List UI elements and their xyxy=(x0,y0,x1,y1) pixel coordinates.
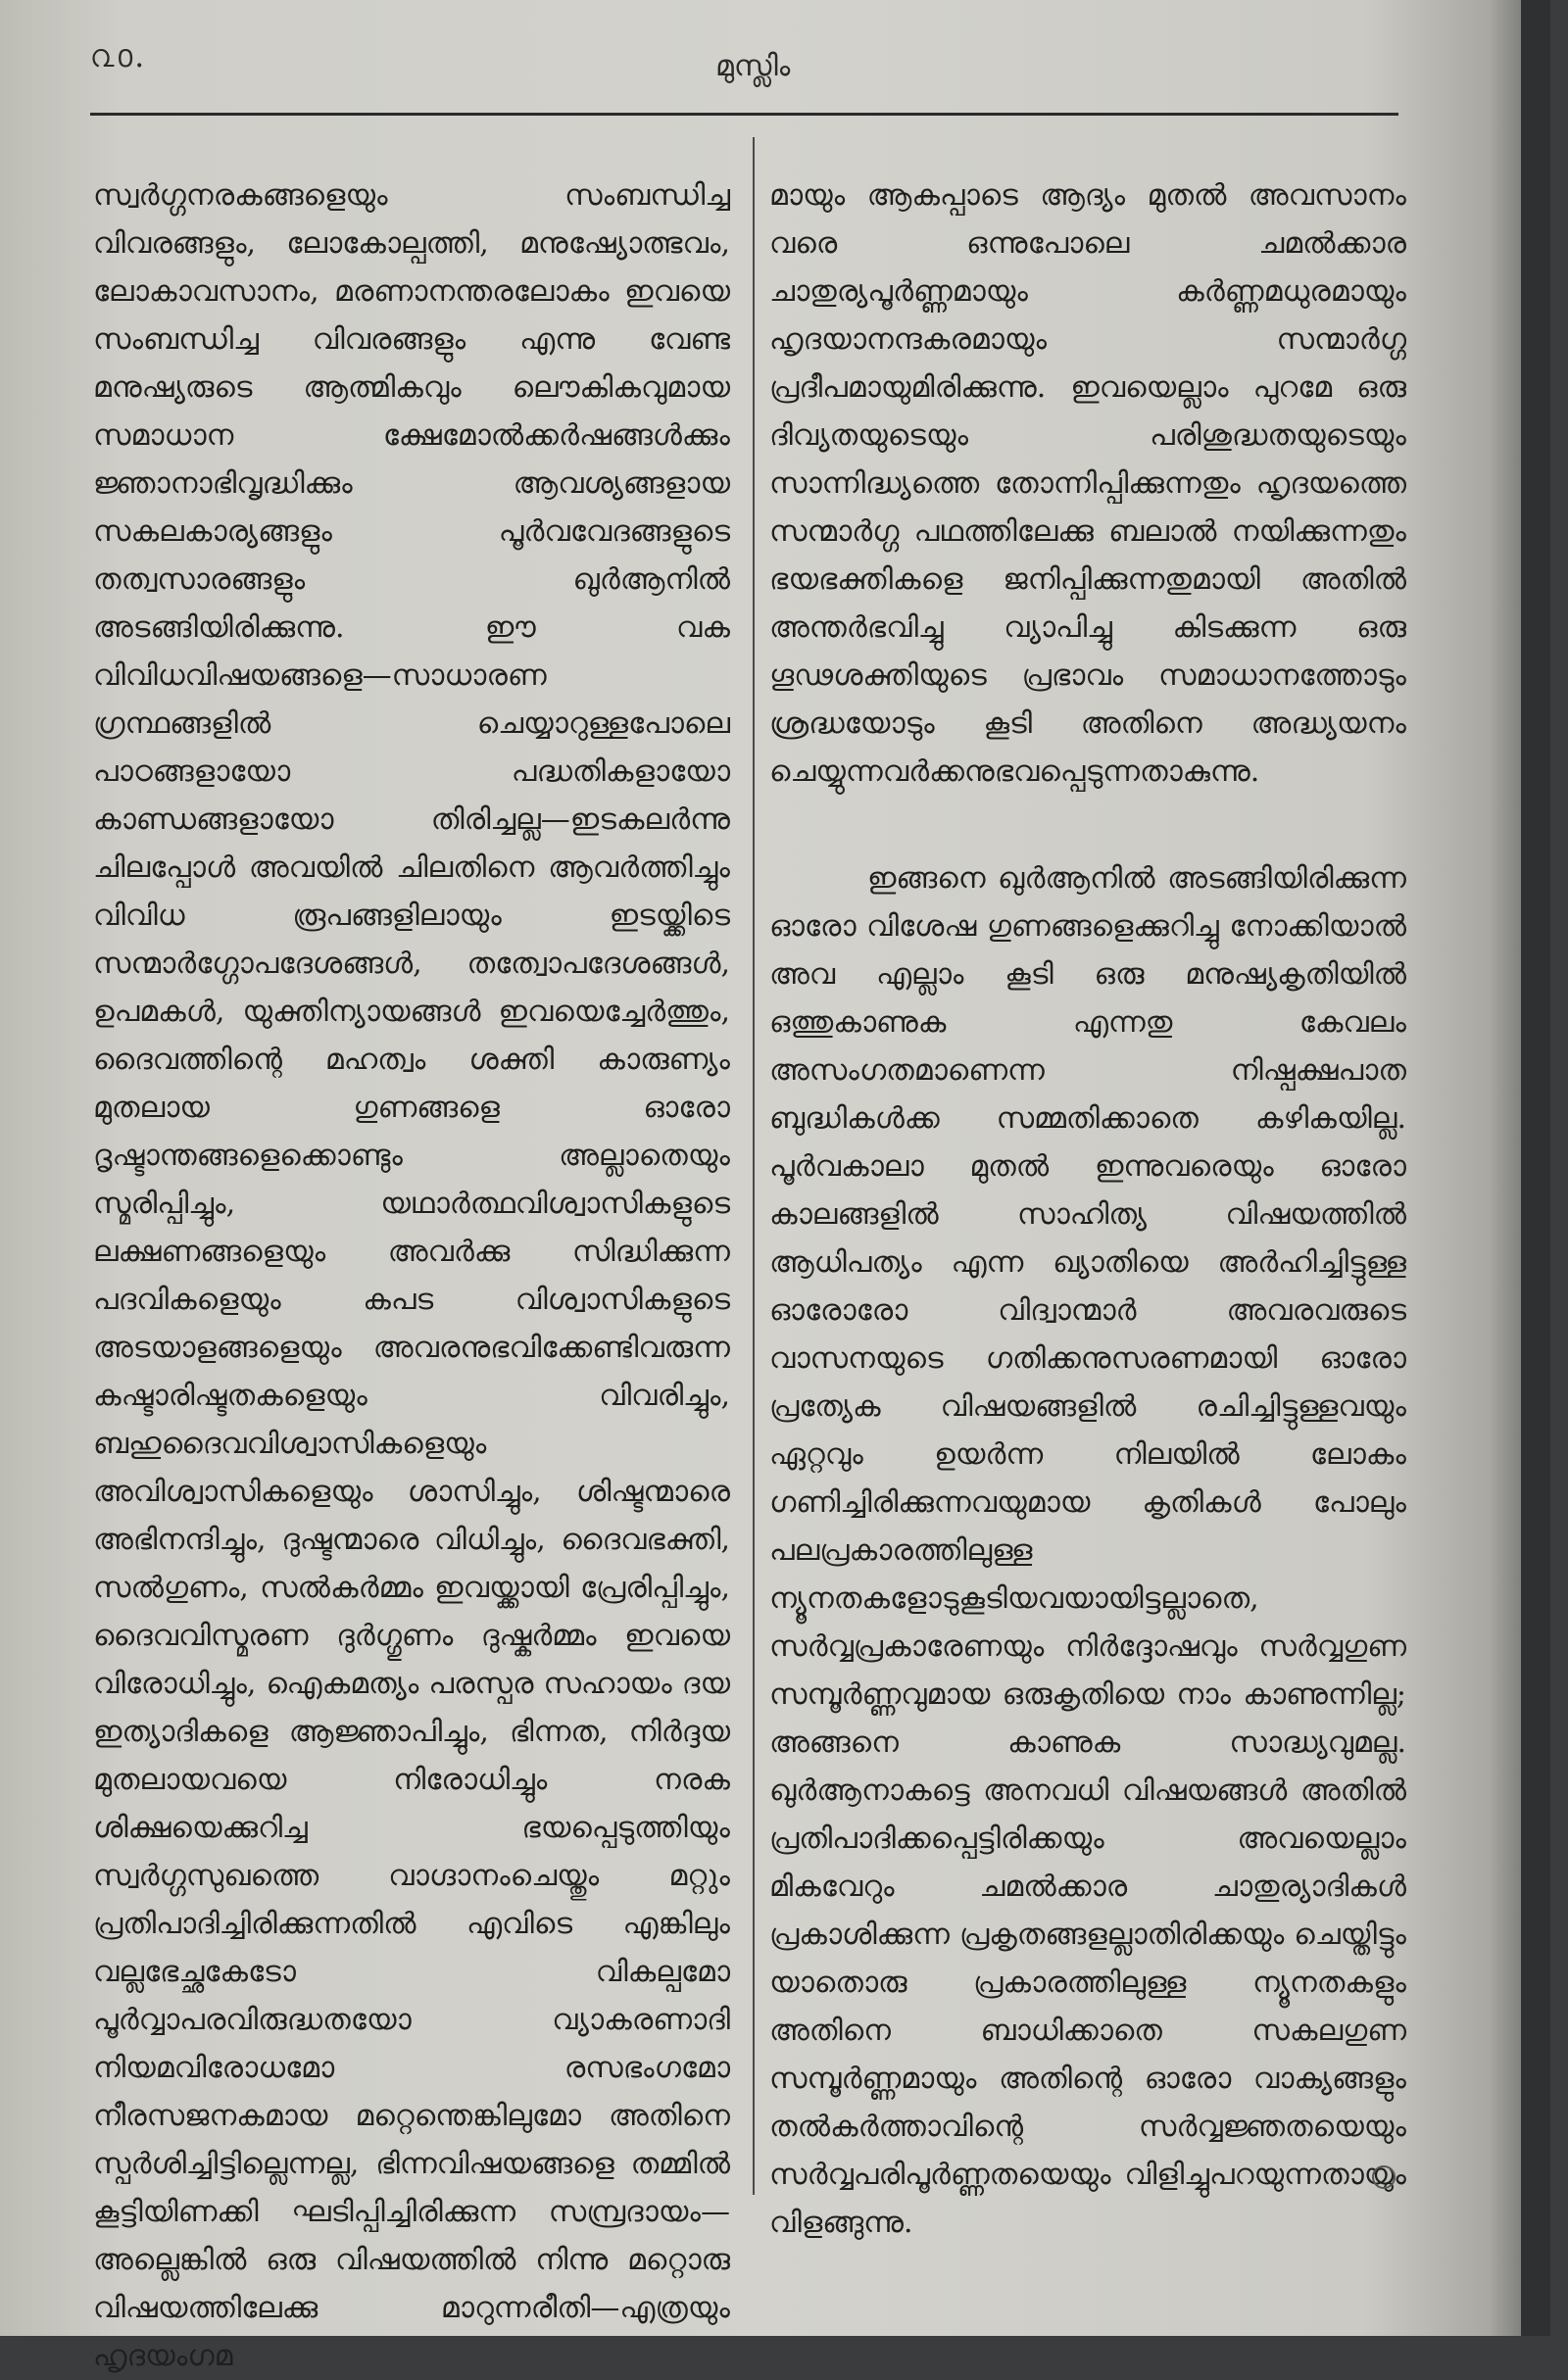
page-mark-circle xyxy=(1372,2165,1396,2189)
right-column xyxy=(769,171,1406,2247)
running-title: മുസ്ലിം xyxy=(715,49,791,83)
left-column xyxy=(93,171,730,2380)
column-divider xyxy=(753,137,755,2195)
header-rule xyxy=(90,113,1398,116)
right-paragraph-1: മായും ആകപ്പാടെ ആദ്യം മുതൽ അവസാനം വരെ ഒന്നുപോലെ ചമൽക്കാര ചാതുര്യപൂർണ്ണമായും കർണ്ണമധുരമായും ഹൃദയാനന്ദകരമായും സന്മാർഗ്ഗ പ്രദീപമായുമിരിക്കുന്നു. ഇവയെല്ലാം പുറമേ ഒരു ദിവ്യതയുടെയും പരിശുദ്ധതയുടെയും സാന്നിദ്ധ്യത്തെ തോന്നിപ്പിക്കുന്നതും ഹൃദയത്തെ സന്മാർഗ്ഗ പഥത്തിലേക്കു ബലാൽ നയിക്കുന്നതും ഭയഭക്തികളെ ജനിപ്പിക്കുന്നതുമായി അതിൽ അന്തർഭവിച്ചു വ്യാപിച്ചു കിടക്കുന്ന ഒരു ഗൂഢശക്തിയുടെ പ്രഭാവം സമാധാനത്തോടും ശ്രദ്ധയോടും കൂടി അതിനെ അദ്ധ്യയനം ചെയ്യുന്നവർക്കനുഭവപ്പെടുന്നതാകുന്നു. xyxy=(769,178,1406,789)
left-paragraph-1: സ്വർഗ്ഗനരകങ്ങളെയും സംബന്ധിച്ച വിവരങ്ങളും, ലോകോല്പത്തി, മനുഷ്യോത്ഭവം, ലോകാവസാനം, മരണാനന്തരലോകം ഇവയെ സംബന്ധിച്ച വിവരങ്ങളും എന്നു വേണ്ട മനുഷ്യരുടെ ആത്മികവും ലൌകികവുമായ സമാധാന ക്ഷേമോൽക്കർഷങ്ങൾക്കും ജ്ഞാനാഭിവൃദ്ധിക്കും ആവശ്യങ്ങളായ സകലകാര്യങ്ങളും പൂർവവേദങ്ങളുടെ തത്വസാരങ്ങളും ഖുർആനിൽ അടങ്ങിയിരിക്കുന്നു. ഈ വക വിവിധവിഷയങ്ങളെ—സാധാരണ ഗ്രന്ഥങ്ങളിൽ ചെയ്യാറുള്ളപോലെ പാഠങ്ങളായോ പദ്ധതികളായോ കാണ്ഡങ്ങളായോ തിരിച്ചല്ല—ഇടകലർന്നു ചിലപ്പോൾ അവയിൽ ചിലതിനെ ആവർത്തിച്ചും വിവിധ രൂപങ്ങളിലായും ഇടയ്ക്കിടെ സന്മാർഗ്ഗോപദേശങ്ങൾ, തത്വോപദേശങ്ങൾ, ഉപമകൾ, യുക്തിന്യായങ്ങൾ ഇവയെച്ചേർത്തും, ദൈവത്തിന്റെ മഹത്വം ശക്തി കാരുണ്യം മുതലായ ഗുണങ്ങളെ ഓരോ ദൃഷ്ടാന്തങ്ങളെക്കൊണ്ടും അല്ലാതെയും സ്മരിപ്പിച്ചും, യഥാർത്ഥവിശ്വാസികളുടെ ലക്ഷണങ്ങളെയും അവർക്കു സിദ്ധിക്കുന്ന പദവികളെയും കപട വിശ്വാസികളുടെ അടയാളങ്ങളെയും അവരനുഭവിക്കേണ്ടിവരുന്ന കഷ്ടാരിഷ്ടതകളെയും വിവരിച്ചും, ബഹുദൈവവിശ്വാസികളെയും അവിശ്വാസികളെയും ശാസിച്ചും, ശിഷ്ടന്മാരെ അഭിനന്ദിച്ചും, ദുഷ്ടന്മാരെ വിധിച്ചും, ദൈവഭക്തി, സൽഗുണം, സൽകർമ്മം ഇവയ്ക്കായി പ്രേരിപ്പിച്ചും, ദൈവവിസ്മരണ ദുർഗ്ഗുണം ദുഷ്കർമ്മം ഇവയെ വിരോധിച്ചും, ഐകമത്യം പരസ്പര സഹായം ദയ ഇത്യാദികളെ ആജ്ഞാപിച്ചും, ഭിന്നത, നിർദ്ദയ മുതലായവയെ നിരോധിച്ചും നരക ശിക്ഷയെക്കുറിച്ച ഭയപ്പെടുത്തിയും സ്വർഗ്ഗസുഖത്തെ വാഗ്ദാനംചെയ്തും മറ്റും പ്രതിപാദിച്ചിരിക്കുന്നതിൽ എവിടെ എങ്കിലും വല്ലഭേച്ഛകേടോ വികല്പമോ പൂർവ്വാപരവിരുദ്ധതയോ വ്യാകരണാദി നിയമവിരോധമോ രസഭംഗമോ നീരസജനകമായ മറ്റെന്തെങ്കിലുമോ അതിനെ സ്പർശിച്ചിട്ടില്ലെന്നല്ല, ഭിന്നവിഷയങ്ങളെ തമ്മിൽ കൂട്ടിയിണക്കി ഘടിപ്പിച്ചിരിക്കുന്ന സമ്പ്രദായം—അല്ലെങ്കിൽ ഒരു വിഷയത്തിൽ നിന്നു മറ്റൊരു വിഷയത്തിലേക്കു മാറുന്നരീതി—എത്രയും ഹൃദയംഗമ xyxy=(93,178,730,2373)
right-paragraph-2: ഇങ്ങനെ ഖുർആനിൽ അടങ്ങിയിരിക്കുന്ന ഓരോ വിശേഷ ഗുണങ്ങളെക്കുറിച്ചു നോക്കിയാൽ അവ എല്ലാം കൂടി ഒരു മനുഷ്യകൃതിയിൽ ഒത്തുകാണുക എന്നതു കേവലം അസംഗതമാണെന്ന നിഷ്പക്ഷപാത ബുദ്ധികൾക്ക സമ്മതിക്കാതെ കഴികയില്ല. പൂർവകാലാ മുതൽ ഇന്നുവരെയും ഓരോ കാലങ്ങളിൽ സാഹിത്യ വിഷയത്തിൽ ആധിപത്യം എന്ന ഖ്യാതിയെ അർഹിച്ചിട്ടുള്ള ഓരോരോ വിദ്വാന്മാർ അവരവരുടെ വാസനയുടെ ഗതിക്കനുസരണമായി ഓരോ പ്രത്യേക വിഷയങ്ങളിൽ രചിച്ചിട്ടുള്ളവയും ഏറ്റവും ഉയർന്ന നിലയിൽ ലോകം ഗണിച്ചിരിക്കുന്നവയുമായ കൃതികൾ പോലും പലപ്രകാരത്തിലുള്ള ന്യൂനതകളോടുകൂടിയവയായിട്ടല്ലാതെ, സർവ്വപ്രകാരേണയും നിർദ്ദോഷവും സർവ്വഗുണ സമ്പൂർണ്ണവുമായ ഒരുകൃതിയെ നാം കാണുന്നില്ല; അങ്ങനെ കാണുക സാദ്ധ്യവുമല്ല. ഖുർആനാകട്ടെ അനവധി വിഷയങ്ങൾ അതിൽ പ്രതിപാദിക്കപ്പെട്ടിരിക്കയും അവയെല്ലാം മികവേറും ചമൽക്കാര ചാതുര്യാദികൾ പ്രകാശിക്കുന്ന പ്രകൃതങ്ങളല്ലാതിരിക്കയും ചെയ്തിട്ടും യാതൊരു പ്രകാരത്തിലുള്ള ന്യൂനതകളും അതിനെ ബാധിക്കാതെ സകലഗുണ സമ്പൂർണ്ണമായും അതിന്റെ ഓരോ വാക്യങ്ങളും തൽകർത്താവിന്റെ സർവ്വജ്ഞതയെയും സർവ്വപരിപൂർണ്ണതയെയും വിളിച്ചുപറയുന്നതായും വിളങ്ങുന്നു. xyxy=(769,861,1406,2240)
page-number: ൨൦. xyxy=(90,37,147,74)
book-spine xyxy=(1521,0,1550,2336)
